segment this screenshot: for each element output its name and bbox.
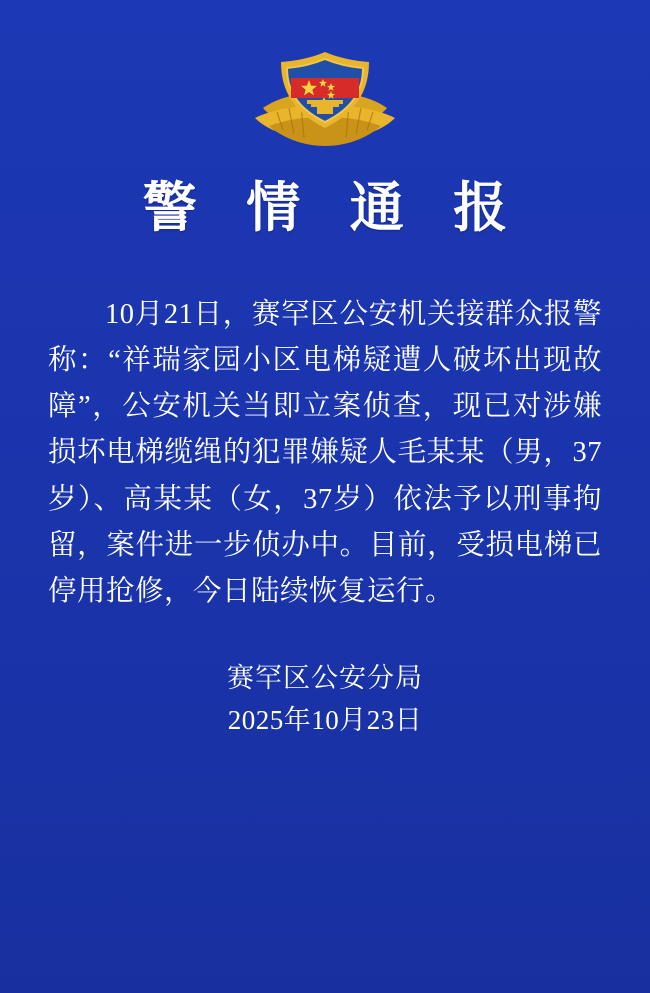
- china-police-badge-icon: [251, 46, 399, 156]
- emblem-container: [0, 46, 650, 156]
- signature-block: [0, 658, 650, 742]
- page-title: 警 情 通 报: [142, 178, 526, 238]
- notice-body: 10月21日，赛罕区公安机关接群众报警称：“祥瑞家园小区电梯疑遭人破坏出现故障”，公安机关当即立案侦查，现已对涉嫌损坏电梯缆绳的犯罪嫌疑人毛某某（男，37岁）、高某某（女，37岁）依法予以刑事拘留，案件进一步侦办中。目前，受损电梯已停用抢修，今日陆续恢复运行。: [48, 299, 602, 607]
- signature-issuer: 赛罕区公安分局: [227, 663, 423, 693]
- signature-date: 2025年10月23日: [227, 704, 423, 735]
